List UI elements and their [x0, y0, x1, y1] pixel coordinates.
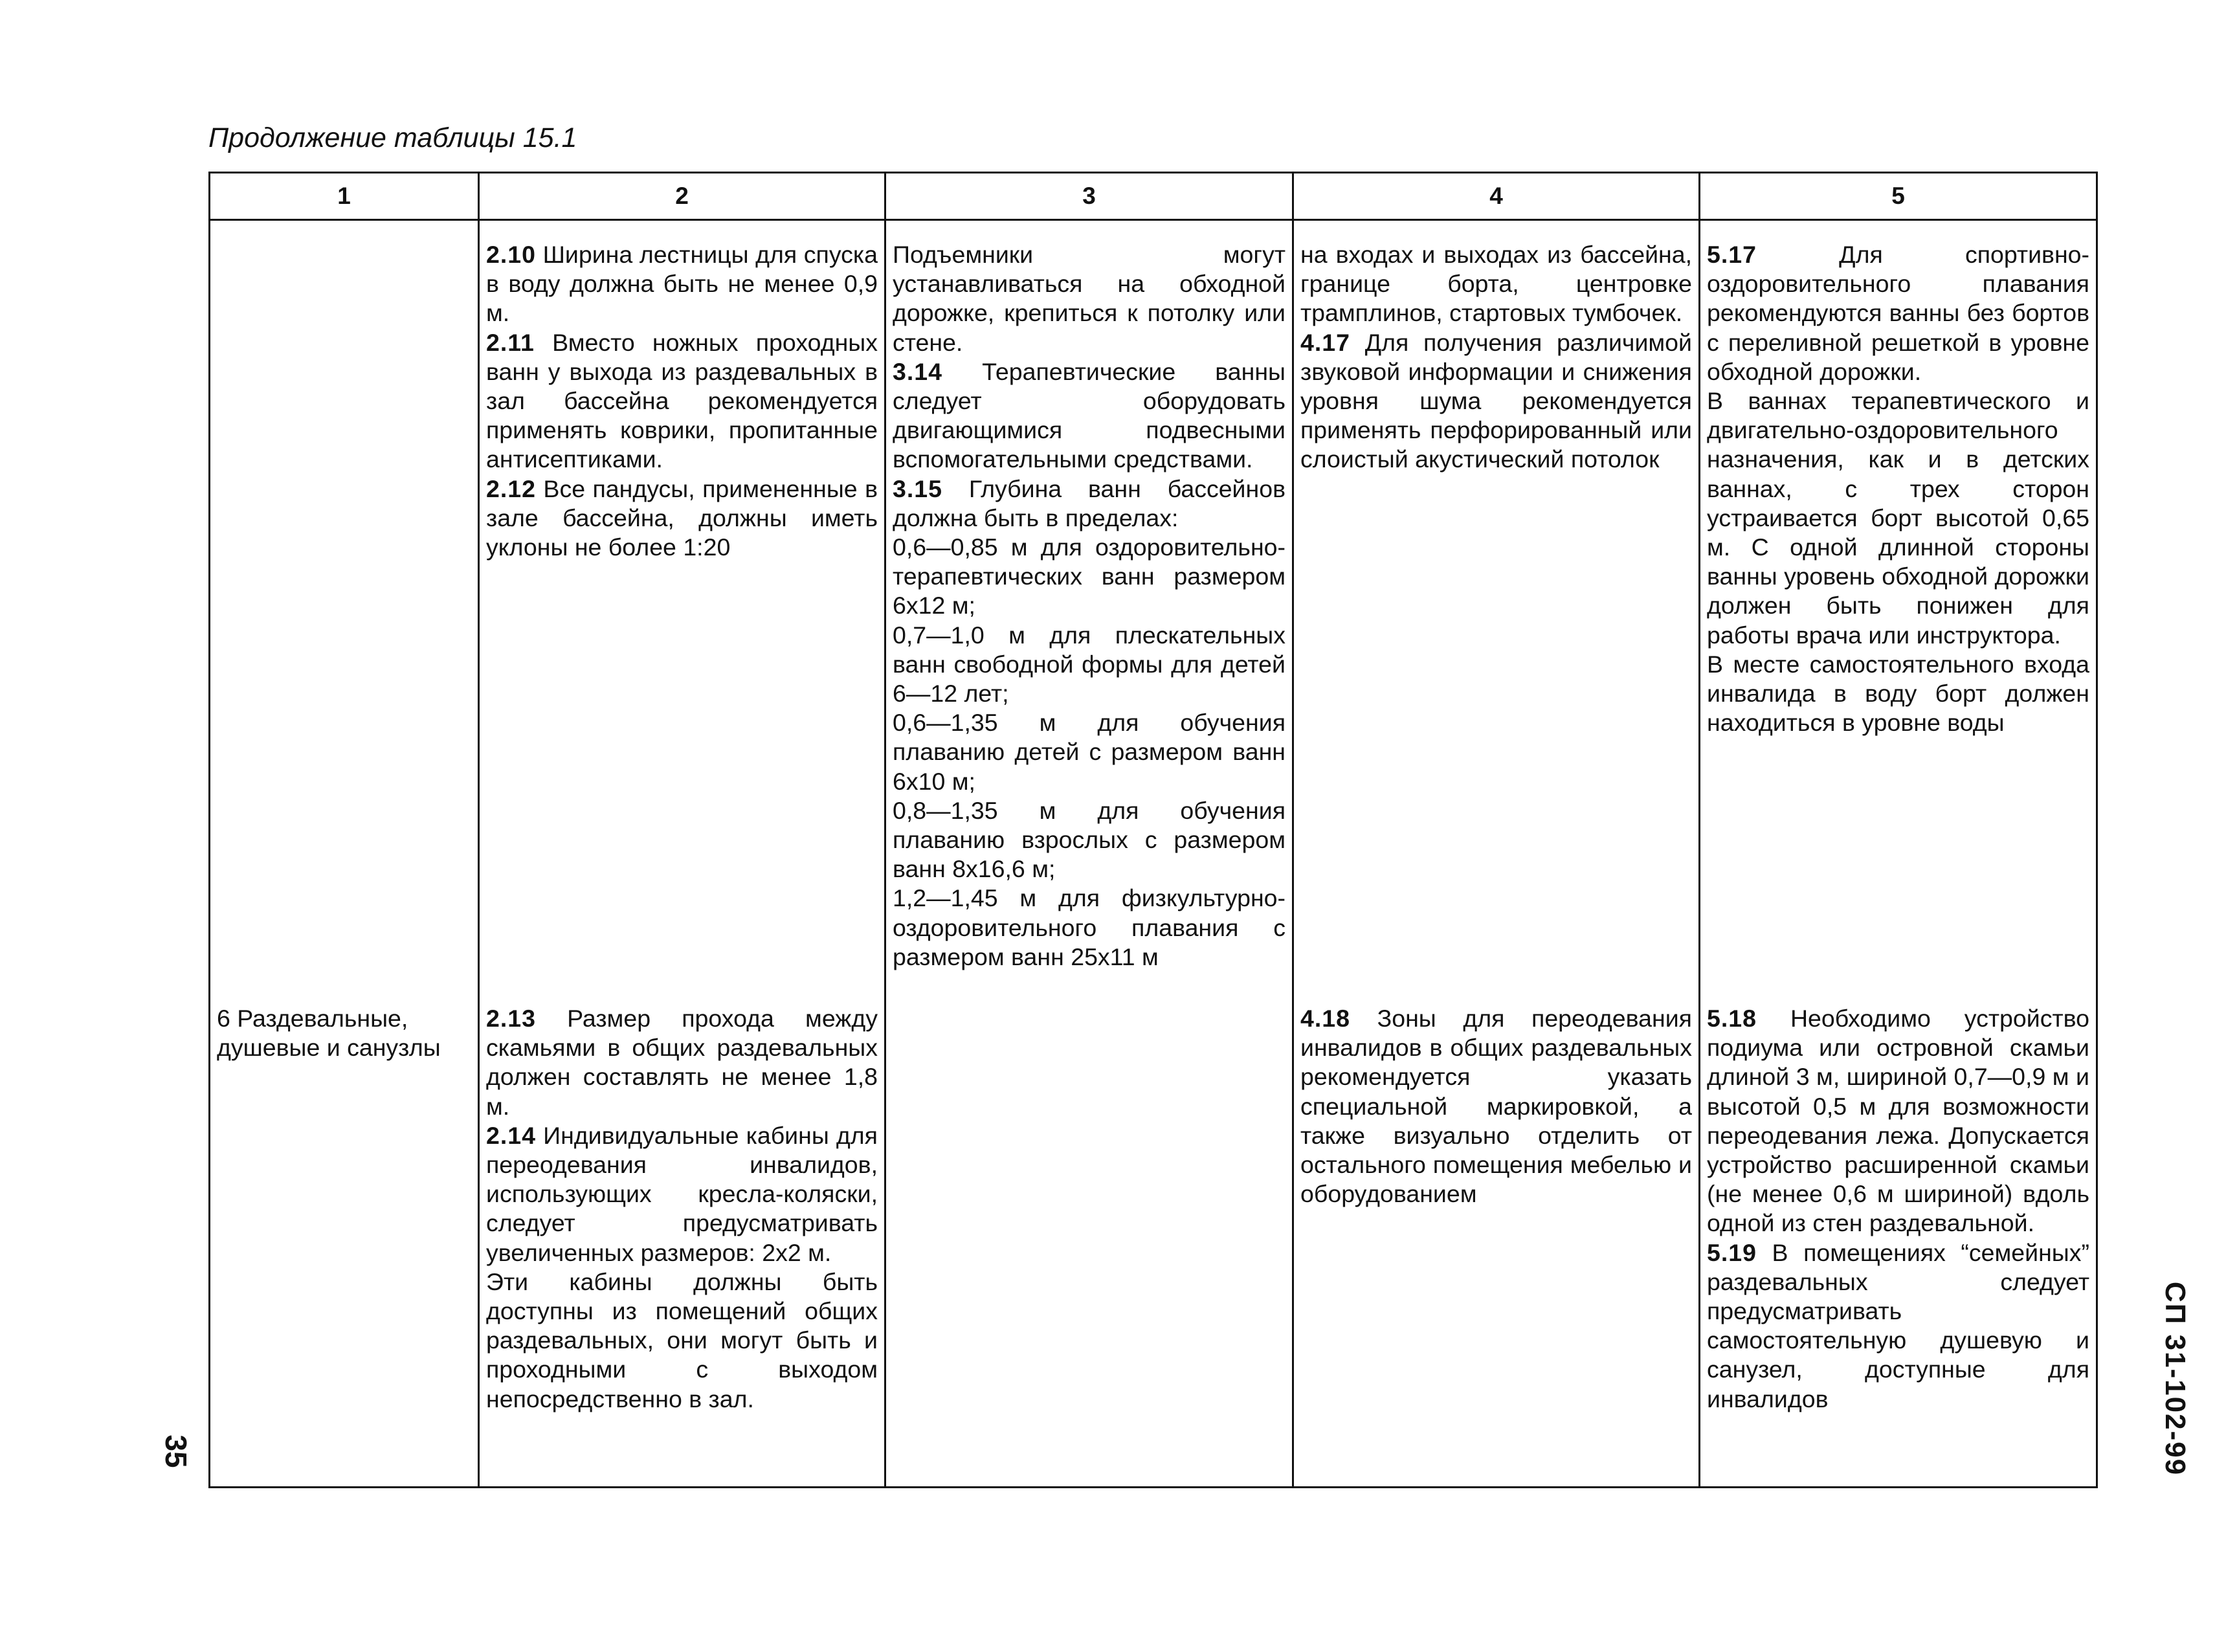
table-cell: [1293, 220, 1700, 992]
table-cell: [1700, 220, 2097, 992]
column-header-5: 5: [1700, 173, 2097, 220]
table-cell: [885, 991, 1293, 1488]
clause-text: 6 Раздевальные, душевые и санузлы: [217, 1005, 441, 1062]
clause-text: 0,7—1,0 м для плескательных ванн свободной формы для детей 6—12 лет;: [893, 621, 1285, 708]
table-cell: [210, 991, 479, 1488]
cell-paragraph: [893, 240, 1285, 357]
cell-paragraph: [1707, 1238, 2089, 1414]
cell-paragraph: [486, 1121, 878, 1267]
cell-paragraph: [893, 708, 1285, 796]
clause-number: 2.12: [486, 474, 536, 502]
clause-number: 2.13: [486, 1005, 536, 1032]
clause-text: Глубина ванн бассейнов должна быть в пределах:: [893, 474, 1285, 531]
document-code: СП 31-102-99: [2159, 1281, 2191, 1477]
cell-paragraph: [1300, 1004, 1692, 1209]
clause-text: 0,8—1,35 м для обучения плаванию взрослых с размером ванн 8х16,6 м;: [893, 796, 1285, 883]
clause-text: Вместо ножных проходных ванн у выхода из раздевальных в зал бассейна рекомендуется применять коврики, пропитанные антисептиками.: [486, 328, 878, 473]
clause-text: Размер прохода между скамьями в общих раздевальных должен составлять не менее 1,8 м.: [486, 1005, 878, 1120]
cell-paragraph: [1300, 240, 1692, 328]
clause-number: 4.18: [1300, 1005, 1350, 1032]
cell-paragraph: [893, 884, 1285, 972]
cell-paragraph: [486, 474, 878, 563]
clause-text: Терапевтические ванны следует оборудовать двигающимися подвесными вспомогательными средствами.: [893, 357, 1285, 473]
clause-text: Зоны для переодевания инвалидов в общих раздевальных рекомендуется указать специальной маркировкой, а также визуально отделить от остального помещения мебелью и оборудованием: [1300, 1005, 1692, 1208]
clause-number: 2.10: [486, 241, 536, 268]
cell-paragraph: [486, 1267, 878, 1414]
clause-text: Эти кабины должны быть доступны из помещений общих раздевальных, они могут быть и проходными с выходом непосредственно в зал.: [486, 1267, 878, 1412]
clause-text: 0,6—0,85 м для оздоровительно-терапевтических ванн размером 6х12 м;: [893, 533, 1285, 620]
clause-number: 2.11: [486, 328, 535, 356]
cell-paragraph: [486, 240, 878, 328]
clause-text: Все пандусы, примененные в зале бассейна, должны иметь уклоны не более 1:20: [486, 474, 878, 561]
table-cell: [1293, 991, 1700, 1488]
table-row: [210, 220, 2097, 992]
clause-text: В ваннах терапевтического и двигательно-оздоровительного назначения, как и в детских ваннах, с трех сторон устраивается борт высотой 0,65 м. С одной длинной стороны ванны уровень обходной дорожки должен быть понижен для работы врача или инструктора.: [1707, 387, 2089, 649]
clause-text: на входах и выходах из бассейна, границе борта, центровке трамплинов, стартовых тумбочек.: [1300, 241, 1692, 327]
column-header-4: 4: [1293, 173, 1700, 220]
table-row: [210, 991, 2097, 1488]
clause-number: 3.14: [893, 357, 942, 385]
clause-number: 4.17: [1300, 328, 1350, 356]
clause-number: 5.18: [1707, 1005, 1757, 1032]
clause-text: Подъемники могут устанавливаться на обходной дорожке, крепиться к потолку или стене.: [893, 241, 1285, 356]
cell-paragraph: [486, 328, 878, 474]
clause-text: 0,6—1,35 м для обучения плаванию детей с размером ванн 6х10 м;: [893, 709, 1285, 795]
table-caption: Продолжение таблицы 15.1: [208, 122, 577, 153]
header-row: [210, 173, 2097, 220]
cell-paragraph: [1707, 386, 2089, 650]
cell-paragraph: [1300, 328, 1692, 474]
cell-paragraph: [893, 621, 1285, 709]
table-cell: [1700, 991, 2097, 1488]
column-header-1: 1: [210, 173, 479, 220]
clause-text: В помещениях “семейных” раздевальных следует предусматривать самостоятельную душевую и санузел, доступные для инвалидов: [1707, 1238, 2089, 1412]
clause-text: Для спортивно-оздоровительного плавания рекомендуются ванны без бортов с переливной решеткой в уровне обходной дорожки.: [1707, 241, 2089, 385]
requirements-table: [208, 172, 2098, 1488]
page-number: 35: [159, 1434, 193, 1468]
clause-text: Ширина лестницы для спуска в воду должна быть не менее 0,9 м.: [486, 241, 878, 327]
cell-paragraph: [1707, 240, 2089, 386]
table-cell: [885, 220, 1293, 992]
cell-paragraph: [486, 1004, 878, 1121]
clause-text: Индивидуальные кабины для переодевания инвалидов, использующих кресла-коляски, следует предусматривать увеличенных размеров: 2х2 м.: [486, 1121, 878, 1266]
column-header-2: 2: [479, 173, 885, 220]
column-header-3: 3: [885, 173, 1293, 220]
cell-paragraph: [217, 1004, 471, 1062]
clause-text: Необходимо устройство подиума или островной скамьи длиной 3 м, шириной 0,7—0,9 м и высотой 0,5 м для возможности переодевания лежа. Допускается устройство расширенной скамьи (не менее 0,6 м шириной) вдоль одной из стен раздевальной.: [1707, 1005, 2089, 1237]
clause-number: 5.17: [1707, 241, 1757, 268]
cell-paragraph: [1707, 650, 2089, 738]
clause-number: 3.15: [893, 474, 942, 502]
cell-paragraph: [893, 357, 1285, 474]
clause-text: Для получения различимой звуковой информации и снижения уровня шума рекомендуется применять перфорированный или слоистый акустический потолок: [1300, 328, 1692, 473]
cell-paragraph: [893, 474, 1285, 533]
clause-text: 1,2—1,45 м для физкультурно-оздоровительного плавания с размером ванн 25х11 м: [893, 884, 1285, 970]
table-cell: [479, 220, 885, 992]
cell-paragraph: [1707, 1004, 2089, 1238]
cell-paragraph: [893, 533, 1285, 621]
clause-text: В месте самостоятельного входа инвалида в воду борт должен находиться в уровне воды: [1707, 650, 2089, 737]
table-cell: [210, 220, 479, 992]
clause-number: 5.19: [1707, 1238, 1757, 1266]
cell-paragraph: [893, 796, 1285, 884]
clause-number: 2.14: [486, 1121, 536, 1149]
table-cell: [479, 991, 885, 1488]
